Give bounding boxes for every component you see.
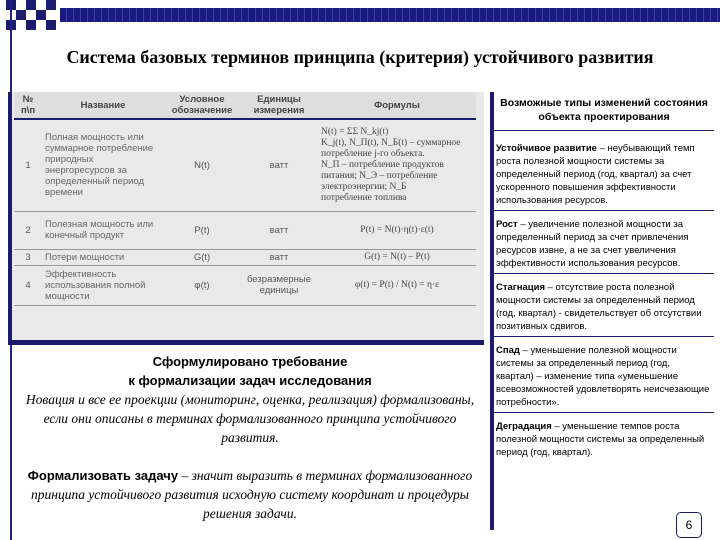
requirement-paragraph: Новация и все ее проекции (мониторинг, оценка, реализация) формализованы, если они описаны в терминах формализованного принципа устойчивого развития. xyxy=(25,392,475,445)
terms-table-panel xyxy=(8,92,484,340)
change-types-panel xyxy=(494,92,714,466)
cell-formula: G(t) = N(t) – P(t) xyxy=(318,249,476,265)
formula-line: потребление j-го объекта. xyxy=(321,148,425,159)
col-header-no: № п\п xyxy=(14,92,42,119)
requirement-text xyxy=(20,352,480,523)
requirement-heading-line1: Сформулировано требование xyxy=(152,354,348,369)
change-type-term: Стагнация xyxy=(496,282,545,293)
cell-formula xyxy=(318,119,476,211)
change-type-text: – отсутствие роста полезной мощности системы за определенный период (год, квартал) - свидетельствует об отсутствии позитивных сдвигов. xyxy=(496,282,702,332)
table-row xyxy=(14,249,476,265)
table-header-row xyxy=(14,92,476,119)
cell-unit: безразмерные единицы xyxy=(240,265,318,305)
col-header-symbol: Условное обозначение xyxy=(164,92,240,119)
formalize-paragraph xyxy=(20,466,480,523)
cell-symbol: P(t) xyxy=(164,211,240,249)
change-type-text: – увеличение полезной мощности за определенный период за счет привлечения ресурсов извне, а не за счет увеличения эффективности использования ресурсов. xyxy=(496,219,689,269)
page-title: Система базовых терминов принципа (критерия) устойчивого развития xyxy=(66,47,654,67)
terms-table xyxy=(14,92,476,306)
col-header-name: Название xyxy=(42,92,164,119)
checker-pattern-icon xyxy=(6,0,56,30)
cell-no: 1 xyxy=(14,119,42,211)
formula-line: питания; N_Э – потребление xyxy=(321,170,438,181)
cell-symbol: N(t) xyxy=(164,119,240,211)
requirement-heading-line2: к формализации задач исследования xyxy=(128,373,372,388)
top-stripe xyxy=(60,8,720,22)
change-type-item xyxy=(494,278,714,337)
formula-line: N(t) = ΣΣ N_kj(t) xyxy=(321,126,389,137)
change-types-heading: Возможные типы изменений состояния объекта проектирования xyxy=(494,92,714,131)
change-type-item xyxy=(494,139,714,211)
change-type-text: – уменьшение полезной мощности системы за определенный период (год, квартал) – изменение типа «уменьшение всевозможностей удовлетворять неисчезающие потребности». xyxy=(496,345,710,408)
cell-symbol: G(t) xyxy=(164,249,240,265)
formalize-definition: – значит выразить в терминах формализованного принципа устойчивого развития исходную систему координат и процедуры решения задачи. xyxy=(31,468,473,521)
cell-name: Потери мощности xyxy=(42,249,164,265)
cell-no: 3 xyxy=(14,249,42,265)
top-decoration xyxy=(0,0,720,30)
cell-unit: ватт xyxy=(240,119,318,211)
cell-name: Эффективность использования полной мощности xyxy=(42,265,164,305)
cell-formula: φ(t) = P(t) / N(t) = η·ε xyxy=(318,265,476,305)
formula-line: потребление топлива xyxy=(321,192,407,203)
cell-name: Полезная мощность или конечный продукт xyxy=(42,211,164,249)
cell-no: 2 xyxy=(14,211,42,249)
formalize-term: Формализовать задачу xyxy=(27,468,179,483)
change-type-text: – уменьшение темпов роста полезной мощности системы за определенный период (год, квартал). xyxy=(496,421,705,458)
change-type-text: – неубывающий темп роста полезной мощности системы за определенный период (год, квартал) за счет ускоренного повышения эффективности использования ресурсов. xyxy=(496,143,695,206)
change-type-term: Устойчивое развитие xyxy=(496,143,597,154)
col-header-unit: Единицы измерения xyxy=(240,92,318,119)
table-row xyxy=(14,211,476,249)
table-row xyxy=(14,265,476,305)
table-bottom-rule xyxy=(8,340,484,345)
formula-line: K_j(t), N_Π(t), N_Б(t) – суммарное xyxy=(321,137,461,148)
cell-unit: ватт xyxy=(240,211,318,249)
cell-no: 4 xyxy=(14,265,42,305)
formula-line: N_Π – потребление продуктов xyxy=(321,159,444,170)
cell-formula: P(t) = N(t)·η(t)·ε(t) xyxy=(318,211,476,249)
formula-line: электроэнергии; N_Б xyxy=(321,181,407,192)
cell-name: Полная мощность или суммарное потребление природных энергоресурсов за определенный период времени xyxy=(42,119,164,211)
change-type-term: Спад xyxy=(496,345,520,356)
change-type-term: Деградация xyxy=(496,421,552,432)
change-type-term: Рост xyxy=(496,219,518,230)
table-row xyxy=(14,119,476,211)
cell-symbol: φ(t) xyxy=(164,265,240,305)
col-header-formula: Формулы xyxy=(318,92,476,119)
change-type-item xyxy=(494,215,714,274)
cell-unit: ватт xyxy=(240,249,318,265)
page-number: 6 xyxy=(676,512,702,538)
change-type-item xyxy=(494,417,714,462)
change-type-item xyxy=(494,341,714,413)
